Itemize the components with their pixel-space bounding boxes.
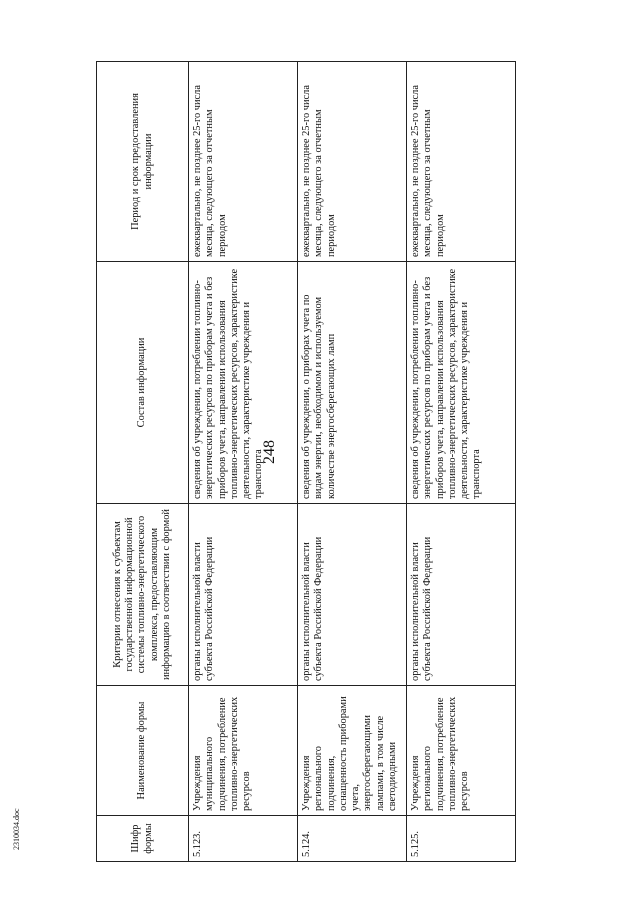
table-row	[189, 62, 298, 862]
cell-criteria: органы исполнительной власти субъекта Российской Федерации	[189, 504, 298, 686]
cell-name: Учреждения регионального подчинения, оснащенность приборами учета, энергосберегающими лампами, в том числе светодиодными	[298, 686, 407, 816]
cell-criteria: органы исполнительной власти субъекта Российской Федерации	[407, 504, 516, 686]
table-header-row	[97, 62, 189, 862]
cell-content: сведения об учреждении, потреблении топливно-энергетических ресурсов по приборам учета и без приборов учета, направлении использования топливно-энергетических ресурсов, характеристике деятельности, характеристике учреждения и транспорта	[407, 262, 516, 504]
cell-content: сведения об учреждении, потреблении топливно-энергетических ресурсов по приборам учета и без приборов учета, направлении использования топливно-энергетических ресурсов, характеристике деятельности, характеристике учреждения и транспорта	[189, 262, 298, 504]
header-criteria: Критерии отнесения к субъектам государственной информационной системы топливно-энергетического комплекса, предоставляющим информацию в соответствии с формой	[97, 504, 189, 686]
cell-name: Учреждения муниципального подчинения, потребление топливно-энергетических ресурсов	[189, 686, 298, 816]
header-code: Шифр формы	[97, 816, 189, 862]
table-row	[298, 62, 407, 862]
header-name: Наименование формы	[97, 686, 189, 816]
forms-table-rotated	[96, 62, 516, 862]
cell-period: ежеквартально, не позднее 25-го числа месяца, следующего за отчетным периодом	[298, 62, 407, 262]
cell-criteria: органы исполнительной власти субъекта Российской Федерации	[298, 504, 407, 686]
cell-code: 5.124.	[298, 816, 407, 862]
cell-code: 5.123.	[189, 816, 298, 862]
table-row	[407, 62, 516, 862]
cell-period: ежеквартально, не позднее 25-го числа месяца, следующего за отчетным периодом	[407, 62, 516, 262]
footer-doc-code: 2310034.doc	[12, 808, 21, 850]
header-content: Состав информации	[97, 262, 189, 504]
forms-table	[96, 61, 516, 862]
cell-name: Учреждения регионального подчинения, потребление топливно-энергетических ресурсов	[407, 686, 516, 816]
cell-period: ежеквартально, не позднее 25-го числа месяца, следующего за отчетным периодом	[189, 62, 298, 262]
header-period: Период и срок предоставления информации	[97, 62, 189, 262]
cell-code: 5.125.	[407, 816, 516, 862]
cell-content: сведения об учреждении, о приборах учета по видам энергии, необходимом и используемом количестве энергосберегающих ламп	[298, 262, 407, 504]
page-number: 248	[261, 440, 278, 464]
